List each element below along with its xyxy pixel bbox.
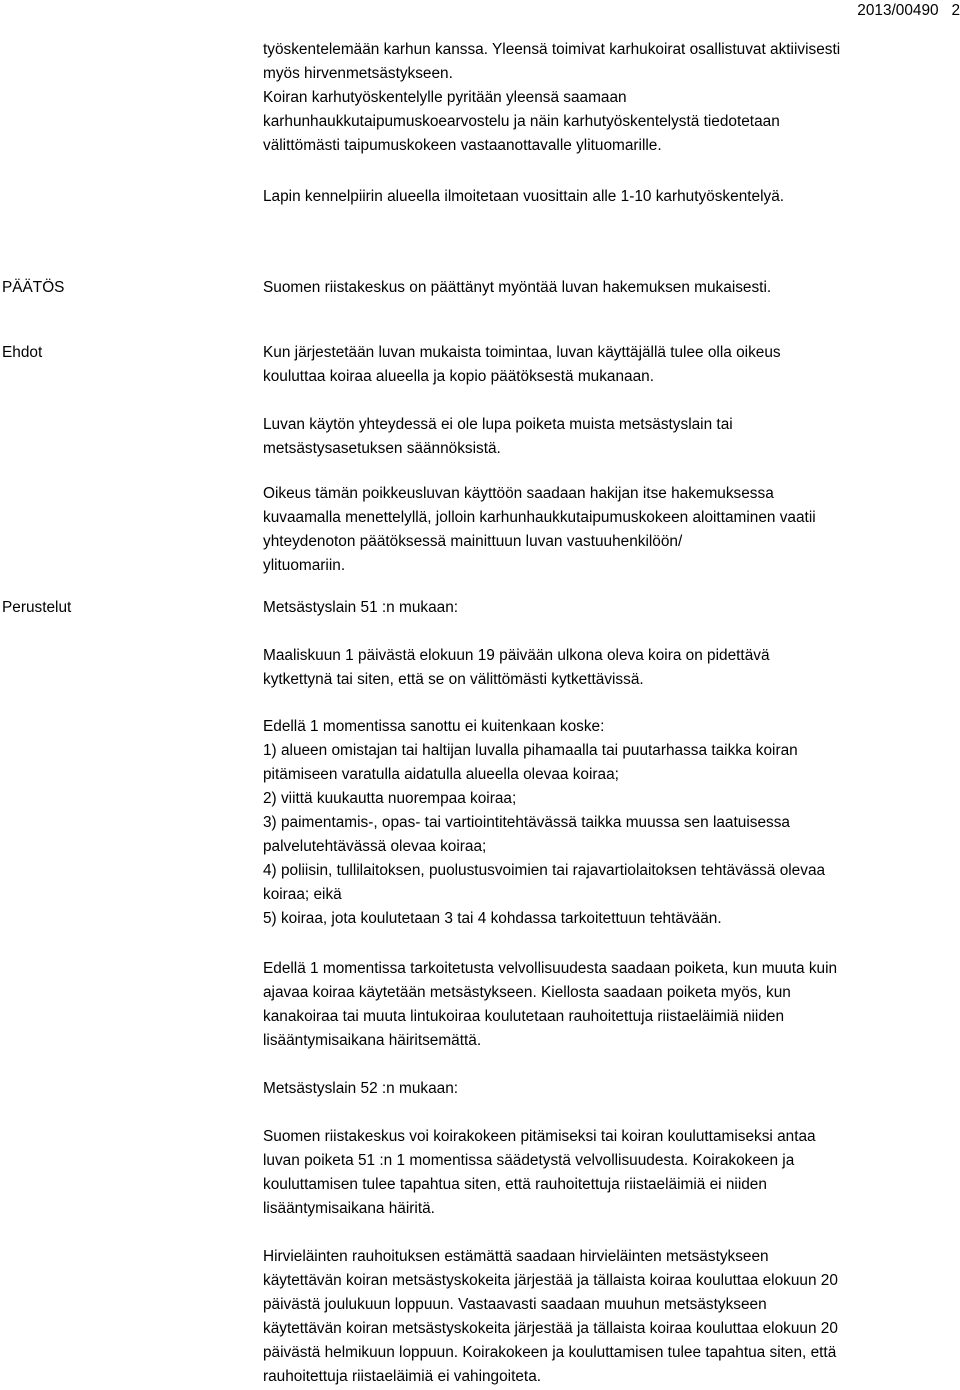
text-line: myös hirvenmetsästykseen.: [263, 65, 453, 82]
text-line: Koiran karhutyöskentelylle pyritään yleensä saamaan: [263, 89, 627, 106]
paragraph-edella-2: [263, 957, 953, 1053]
text-line: Lapin kennelpiirin alueella ilmoitetaan vuosittain alle 1-10 karhutyöskentelyä.: [263, 188, 785, 205]
text-line: välittömästi taipumuskokeen vastaanottavalle ylituomarille.: [263, 137, 662, 154]
text-line: Suomen riistakeskus voi koirakokeen pitämiseksi tai koiran kouluttamiseksi antaa: [263, 1128, 816, 1145]
text-line: koiraa; eikä: [263, 886, 342, 903]
label-paatos: PÄÄTÖS: [2, 279, 65, 296]
text-line: ylituomariin.: [263, 557, 346, 574]
text-line: 3) paimentamis-, opas- tai vartiointitehtävässä taikka muussa sen laatuisessa: [263, 814, 790, 831]
text-line: pitämiseen varatulla aidatulla alueella olevaa koiraa;: [263, 766, 619, 783]
text-line: lisääntymisaikana häiritä.: [263, 1200, 435, 1217]
paragraph-ehdot-3: [263, 482, 953, 578]
text-line: 4) poliisin, tullilaitoksen, puolustusvoimien tai rajavartiolaitoksen tehtävässä olevaa: [263, 862, 826, 879]
text-line: lisääntymisaikana häiritsemättä.: [263, 1032, 482, 1049]
text-line: Metsästyslain 52 :n mukaan:: [263, 1080, 459, 1097]
paragraph-edella-1: [263, 715, 953, 931]
text-line: 5) koiraa, jota koulutetaan 3 tai 4 kohdassa tarkoitettuun tehtävään.: [263, 910, 722, 927]
text-line: 1) alueen omistajan tai haltijan luvalla pihamaalla tai puutarhassa taikka koiran: [263, 742, 798, 759]
document-number: 2013/00490: [857, 2, 939, 19]
text-line: luvan poiketa 51 :n 1 momentissa säädetystä velvollisuudesta. Koirakokeen ja: [263, 1152, 795, 1169]
text-line: kuvaamalla menettelyllä, jolloin karhunhaukkutaipumuskokeen aloittaminen vaatii: [263, 509, 816, 526]
paragraph-paatos: [263, 276, 953, 300]
paragraph-suomen-riistakeskus: [263, 1125, 953, 1221]
text-line: Luvan käytön yhteydessä ei ole lupa poiketa muista metsästyslain tai: [263, 416, 733, 433]
text-line: yhteydenoton päätöksessä mainittuun luvan vastuuhenkilöön/: [263, 533, 683, 550]
heading-metsastyslaki-51: [263, 596, 953, 620]
paragraph-lapin: [263, 185, 953, 209]
paragraph-ehdot-1: [263, 341, 953, 389]
text-line: Maaliskuun 1 päivästä elokuun 19 päivään ulkona oleva koira on pidettävä: [263, 647, 770, 664]
paragraph-hirvielainten: [263, 1245, 953, 1389]
paragraph-intro: [263, 38, 953, 158]
text-line: karhunhaukkutaipumuskoearvostelu ja näin karhutyöskentelystä tiedotetaan: [263, 113, 780, 130]
heading-metsastyslaki-52: [263, 1077, 953, 1101]
page-number: 2: [951, 2, 960, 19]
text-line: rauhoitettuja riistaeläimiä ei vahingoiteta.: [263, 1368, 542, 1385]
text-line: kytkettynä tai siten, että se on välittömästi kytkettävissä.: [263, 671, 644, 688]
text-line: kanakoiraa tai muuta lintukoiraa koulutetaan rauhoitettuja riistaeläimiä niiden: [263, 1008, 785, 1025]
text-line: ajavaa koiraa käytetään metsästykseen. Kiellosta saadaan poiketa myös, kun: [263, 984, 791, 1001]
paragraph-maaliskuu: [263, 644, 953, 692]
text-line: käytettävän koiran metsästyskokeita järjestää ja tällaista koiraa kouluttaa elokuun 20: [263, 1272, 838, 1289]
text-line: kouluttaa koiraa alueella ja kopio päätöksestä mukanaan.: [263, 368, 655, 385]
text-line: 2) viittä kuukautta nuorempaa koiraa;: [263, 790, 517, 807]
text-line: Metsästyslain 51 :n mukaan:: [263, 599, 459, 616]
text-line: palvelutehtävässä olevaa koiraa;: [263, 838, 487, 855]
label-ehdot: Ehdot: [2, 344, 43, 361]
text-line: päivästä helmikuun loppuun. Koirakokeen ja kouluttamisen tulee tapahtua siten, että: [263, 1344, 837, 1361]
text-line: työskentelemään karhun kanssa. Yleensä toimivat karhukoirat osallistuvat aktiivisesti: [263, 41, 841, 58]
text-line: metsästysasetuksen säännöksistä.: [263, 440, 501, 457]
text-line: päivästä joulukuun loppuun. Vastaavasti saadaan muuhun metsästykseen: [263, 1296, 767, 1313]
text-line: Hirvieläinten rauhoituksen estämättä saadaan hirvieläinten metsästykseen: [263, 1248, 769, 1265]
text-line: Suomen riistakeskus on päättänyt myöntää luvan hakemuksen mukaisesti.: [263, 279, 772, 296]
paragraph-ehdot-2: [263, 413, 953, 461]
text-line: Oikeus tämän poikkeusluvan käyttöön saadaan hakijan itse hakemuksessa: [263, 485, 774, 502]
page-header: [857, 1, 960, 21]
label-perustelut: Perustelut: [2, 599, 72, 616]
text-line: käytettävän koiran metsästyskokeita järjestää ja tällaista koiraa kouluttaa elokuun 20: [263, 1320, 838, 1337]
text-line: Kun järjestetään luvan mukaista toimintaa, luvan käyttäjällä tulee olla oikeus: [263, 344, 781, 361]
text-line: Edellä 1 momentissa tarkoitetusta velvollisuudesta saadaan poiketa, kun muuta kuin: [263, 960, 838, 977]
text-line: Edellä 1 momentissa sanottu ei kuitenkaan koske:: [263, 718, 605, 735]
text-line: kouluttamisen tulee tapahtua siten, että rauhoitettuja riistaeläimiä ei niiden: [263, 1176, 767, 1193]
